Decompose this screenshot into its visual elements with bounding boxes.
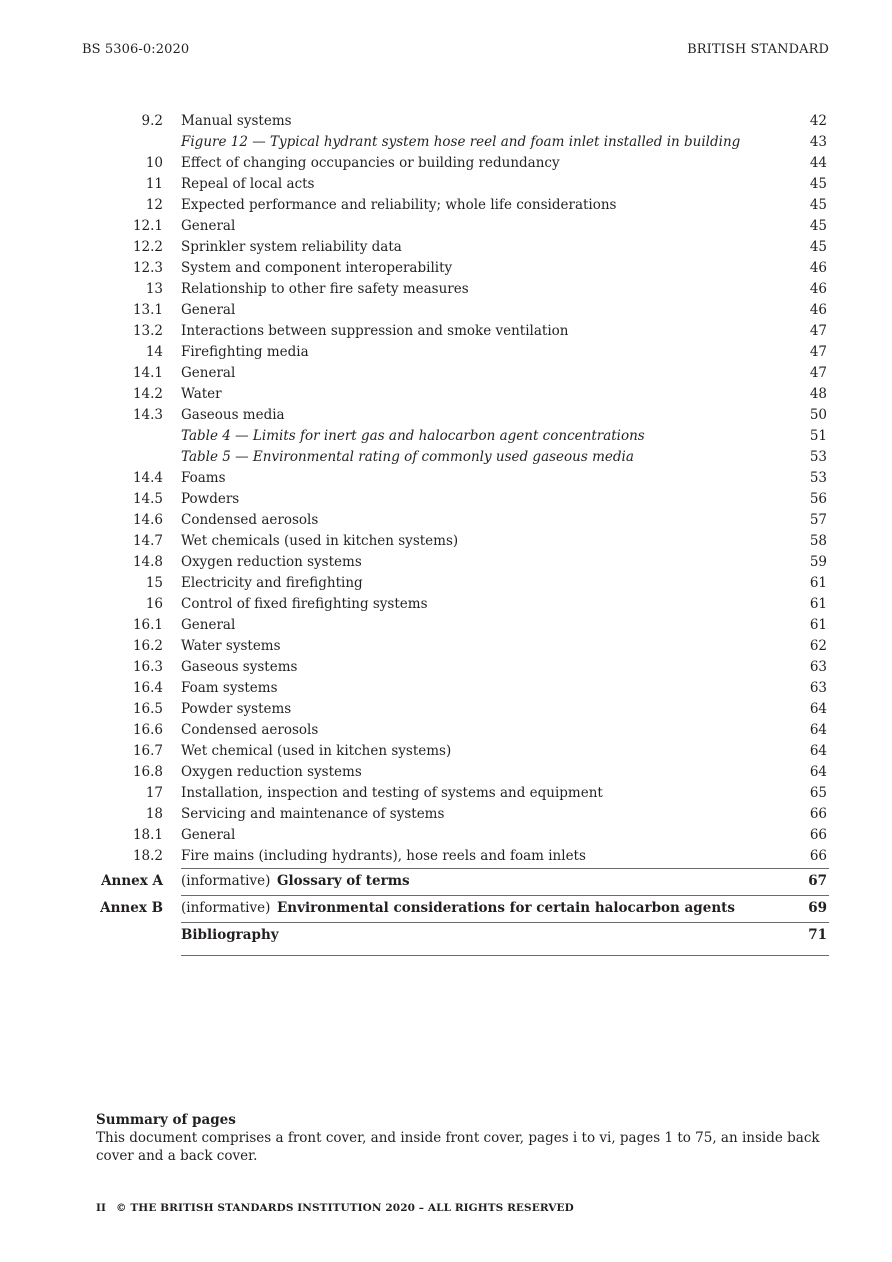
entry-page: 59 (809, 554, 827, 570)
entry-title: Electricity and firefighting (181, 575, 363, 591)
entry-title: Figure 12 — Typical hydrant system hose reel and foam inlet installed in building (181, 134, 741, 150)
entry-page: 66 (809, 827, 827, 843)
annex-title: Glossary of terms (277, 873, 410, 889)
toc-entry[interactable] (0, 720, 892, 741)
entry-number: 14.3 (132, 407, 163, 423)
document-code: BS 5306-0:2020 (82, 42, 190, 57)
entry-number: 18 (145, 806, 163, 822)
entry-page: 46 (809, 260, 827, 276)
toc-entry[interactable] (0, 279, 892, 300)
entry-number: 13.2 (132, 323, 163, 339)
entry-number: 14.7 (132, 533, 163, 549)
entry-title: Oxygen reduction systems (181, 554, 362, 570)
entry-number: 14.6 (132, 512, 163, 528)
entry-number: 12.3 (132, 260, 163, 276)
toc-entry[interactable] (0, 804, 892, 825)
copyright-notice: © THE BRITISH STANDARDS INSTITUTION 2020 – ALL RIGHTS RESERVED (116, 1202, 574, 1214)
entry-number: 12 (145, 197, 163, 213)
entry-number: 10 (145, 155, 163, 171)
bibliography-page: 71 (808, 927, 827, 943)
toc-entry[interactable] (0, 552, 892, 573)
entry-page: 64 (809, 701, 827, 717)
entry-title: Powder systems (181, 701, 292, 717)
entry-number: 14.2 (132, 386, 163, 402)
bibliography-title: Bibliography (181, 927, 279, 943)
entry-number: 16.2 (132, 638, 163, 654)
entry-title: Table 4 — Limits for inert gas and halocarbon agent concentrations (181, 428, 645, 444)
entry-title: Oxygen reduction systems (181, 764, 362, 780)
entry-number: 14.5 (132, 491, 163, 507)
annex-title: Environmental considerations for certain halocarbon agents (277, 900, 735, 916)
toc-entry[interactable] (0, 489, 892, 510)
entry-page: 58 (809, 533, 827, 549)
entry-number: 11 (145, 176, 163, 192)
annex-b-entry[interactable] (0, 894, 892, 921)
summary-heading: Summary of pages (96, 1112, 236, 1128)
toc-entry[interactable] (0, 258, 892, 279)
entry-page: 62 (809, 638, 827, 654)
toc-entry[interactable] (0, 510, 892, 531)
entry-title: Interactions between suppression and smoke ventilation (181, 323, 569, 339)
entry-page: 66 (809, 848, 827, 864)
annex-page: 69 (808, 900, 827, 916)
entry-number: 13 (145, 281, 163, 297)
entry-number: 18.1 (132, 827, 163, 843)
entry-title: Fire mains (including hydrants), hose reels and foam inlets (181, 848, 586, 864)
toc-entry[interactable] (0, 678, 892, 699)
entry-page: 47 (809, 323, 827, 339)
entry-title: Gaseous systems (181, 659, 298, 675)
entry-title: Condensed aerosols (181, 512, 319, 528)
entry-page: 64 (809, 764, 827, 780)
annex-a-entry[interactable] (0, 867, 892, 894)
toc-entry[interactable] (0, 216, 892, 237)
toc-entry[interactable] (0, 321, 892, 342)
toc-entry[interactable] (0, 573, 892, 594)
entry-number: 16.6 (132, 722, 163, 738)
entry-page: 43 (809, 134, 827, 150)
entry-page: 65 (809, 785, 827, 801)
entry-title: Wet chemicals (used in kitchen systems) (181, 533, 459, 549)
entry-number: 13.1 (132, 302, 163, 318)
entry-title: System and component interoperability (181, 260, 453, 276)
entry-page: 45 (809, 218, 827, 234)
entry-page: 63 (809, 680, 827, 696)
toc-entry[interactable] (0, 594, 892, 615)
entry-title: Servicing and maintenance of systems (181, 806, 445, 822)
entry-title: Expected performance and reliability; whole life considerations (181, 197, 617, 213)
entry-page: 50 (809, 407, 827, 423)
entry-title: Foams (181, 470, 226, 486)
entry-number: 12.1 (132, 218, 163, 234)
toc-entry[interactable] (0, 153, 892, 174)
entry-number: 16.7 (132, 743, 163, 759)
table-of-contents (0, 111, 892, 948)
entry-page: 66 (809, 806, 827, 822)
toc-entry[interactable] (0, 531, 892, 552)
entry-number: 15 (145, 575, 163, 591)
entry-title: Gaseous media (181, 407, 285, 423)
entry-title: General (181, 617, 236, 633)
entry-title: Installation, inspection and testing of systems and equipment (181, 785, 603, 801)
entry-number: 14.4 (132, 470, 163, 486)
entry-number: 17 (145, 785, 163, 801)
toc-entry[interactable] (0, 363, 892, 384)
toc-entry[interactable] (0, 615, 892, 636)
entry-page: 44 (809, 155, 827, 171)
toc-entry[interactable] (0, 741, 892, 762)
entry-number: 16.1 (132, 617, 163, 633)
entry-page: 51 (809, 428, 827, 444)
entry-number: 12.2 (132, 239, 163, 255)
annex-page: 67 (808, 873, 827, 889)
toc-entry[interactable] (0, 111, 892, 132)
entry-page: 63 (809, 659, 827, 675)
entry-page: 53 (809, 470, 827, 486)
summary-of-pages (96, 1111, 831, 1165)
entry-title: Condensed aerosols (181, 722, 319, 738)
entry-title: Table 5 — Environmental rating of commonly used gaseous media (181, 449, 634, 465)
toc-entry[interactable] (0, 342, 892, 363)
entry-page: 48 (809, 386, 827, 402)
toc-entry[interactable] (0, 825, 892, 846)
entry-title: Repeal of local acts (181, 176, 315, 192)
toc-entry[interactable] (0, 657, 892, 678)
toc-figure-table-entry[interactable] (0, 426, 892, 447)
entry-title: Powders (181, 491, 240, 507)
entry-title: Sprinkler system reliability data (181, 239, 402, 255)
toc-entry[interactable] (0, 237, 892, 258)
entry-title: General (181, 827, 236, 843)
entry-page: 61 (809, 617, 827, 633)
entry-page: 45 (809, 239, 827, 255)
toc-entry[interactable] (0, 636, 892, 657)
entry-title: General (181, 218, 236, 234)
entry-page: 64 (809, 743, 827, 759)
toc-entry[interactable] (0, 300, 892, 321)
bibliography-entry[interactable] (0, 921, 892, 948)
entry-title: Effect of changing occupancies or building redundancy (181, 155, 560, 171)
entry-page: 61 (809, 596, 827, 612)
entry-page: 47 (809, 365, 827, 381)
entry-number: 14.8 (132, 554, 163, 570)
entry-page: 46 (809, 281, 827, 297)
entry-title: Foam systems (181, 680, 278, 696)
document-type: BRITISH STANDARD (687, 42, 829, 57)
annex-number: Annex B (100, 900, 163, 916)
toc-entry[interactable] (0, 762, 892, 783)
toc-entries (0, 111, 892, 867)
entry-number: 9.2 (141, 113, 163, 129)
entry-page: 56 (809, 491, 827, 507)
divider (181, 955, 829, 956)
entry-page: 61 (809, 575, 827, 591)
entry-page: 45 (809, 197, 827, 213)
annex-type: (informative) (181, 873, 271, 889)
entry-number: 16 (145, 596, 163, 612)
entry-title: Wet chemical (used in kitchen systems) (181, 743, 452, 759)
entry-number: 16.3 (132, 659, 163, 675)
entry-title: Relationship to other fire safety measures (181, 281, 469, 297)
toc-entry[interactable] (0, 468, 892, 489)
toc-figure-table-entry[interactable] (0, 132, 892, 153)
toc-entry[interactable] (0, 384, 892, 405)
entry-page: 53 (809, 449, 827, 465)
entry-title: Manual systems (181, 113, 292, 129)
toc-entry[interactable] (0, 846, 892, 867)
toc-figure-table-entry[interactable] (0, 447, 892, 468)
entry-page: 46 (809, 302, 827, 318)
entry-page: 42 (809, 113, 827, 129)
toc-entry[interactable] (0, 405, 892, 426)
toc-entry[interactable] (0, 195, 892, 216)
entry-title: Water (181, 386, 222, 402)
entry-number: 14.1 (132, 365, 163, 381)
annex-number: Annex A (101, 873, 163, 889)
entry-number: 16.8 (132, 764, 163, 780)
toc-entry[interactable] (0, 699, 892, 720)
entry-title: General (181, 365, 236, 381)
entry-page: 57 (809, 512, 827, 528)
entry-title: Water systems (181, 638, 281, 654)
toc-entry[interactable] (0, 783, 892, 804)
entry-title: Firefighting media (181, 344, 309, 360)
page-footer (96, 1202, 574, 1214)
toc-entry[interactable] (0, 174, 892, 195)
summary-text: This document comprises a front cover, and inside front cover, pages i to vi, pages 1 to 75, an inside back cover and a back cover. (96, 1130, 820, 1164)
entry-number: 16.4 (132, 680, 163, 696)
entry-number: 18.2 (132, 848, 163, 864)
entry-number: 16.5 (132, 701, 163, 717)
entry-number: 14 (145, 344, 163, 360)
page-number: II (96, 1202, 107, 1214)
entry-title: General (181, 302, 236, 318)
entry-page: 64 (809, 722, 827, 738)
annex-type: (informative) (181, 900, 271, 916)
entry-page: 47 (809, 344, 827, 360)
entry-page: 45 (809, 176, 827, 192)
entry-title: Control of fixed firefighting systems (181, 596, 428, 612)
